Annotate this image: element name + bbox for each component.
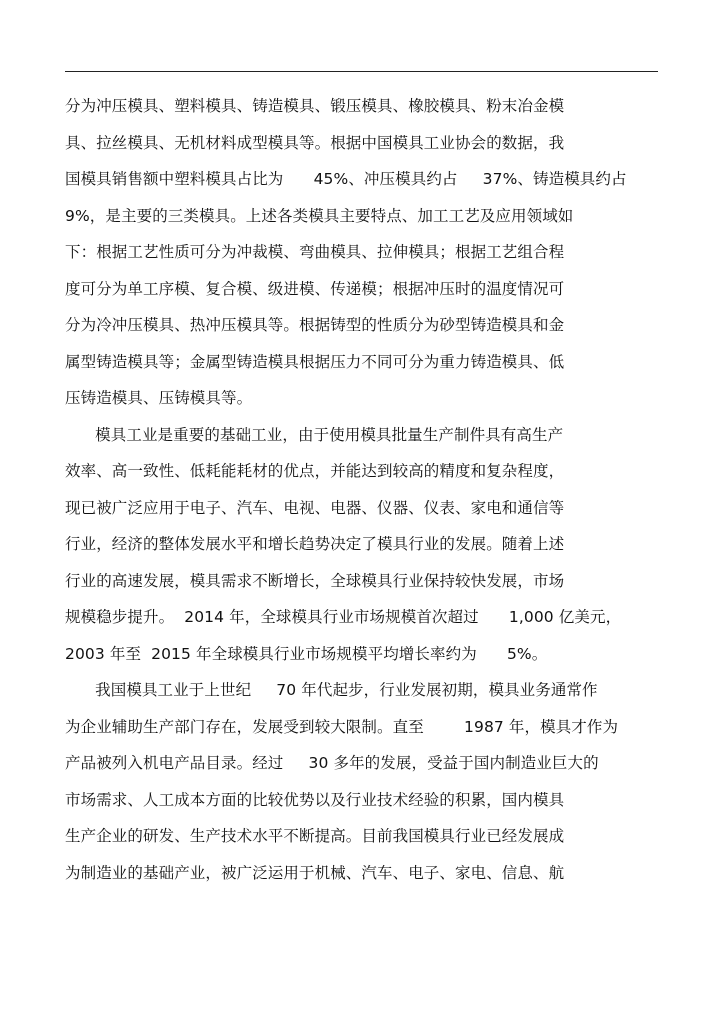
text-line: 具、拉丝模具、无机材料成型模具等。根据中国模具工业协会的数据，我 xyxy=(65,133,565,152)
text-line: 行业的高速发展，模具需求不断增长，全球模具行业保持较快发展，市场 xyxy=(65,571,565,590)
text-line: 为企业辅助生产部门存在，发展受到较大限制。直至 1987 年，模具才作为 xyxy=(65,717,619,736)
text-line: 下：根据工艺性质可分为冲裁模、弯曲模具、拉伸模具；根据工艺组合程 xyxy=(65,243,565,261)
text-line: 规模稳步提升。 2014 年，全球模具行业市场规模首次超过 1,000 亿美元， xyxy=(65,608,622,626)
text-line: 为制造业的基础产业，被广泛运用于机械、汽车、电子、家电、信息、航 xyxy=(65,863,565,882)
text-line: 国模具销售额中塑料模具占比为 45%、冲压模具约占 37%、铸造模具约占 xyxy=(65,170,627,188)
text-line: 模具工业是重要的基础工业，由于使用模具批量生产制件具有高生产 xyxy=(65,425,564,444)
text-line: 现已被广泛应用于电子、汽车、电视、电器、仪器、仪表、家电和通信等 xyxy=(65,498,565,517)
text-line: 属型铸造模具等；金属型铸造模具根据压力不同可分为重力铸造模具、低 xyxy=(65,352,565,371)
text-line: 生产企业的研发、生产技术水平不断提高。目前我国模具行业已经发展成 xyxy=(65,827,565,845)
text-line: 市场需求、人工成本方面的比较优势以及行业技术经验的积累，国内模具 xyxy=(65,790,565,809)
body-text xyxy=(65,88,665,891)
text-line: 我国模具工业于上世纪 70 年代起步，行业发展初期，模具业务通常作 xyxy=(65,681,598,699)
text-line: 行业，经济的整体发展水平和增长趋势决定了模具行业的发展。随着上述 xyxy=(65,535,565,553)
text-line: 分为冲压模具、塑料模具、铸造模具、锻压模具、橡胶模具、粉末冶金模 xyxy=(65,97,565,115)
text-line: 2003 年至 2015 年全球模具行业市场规模平均增长率约为 5%。 xyxy=(65,644,548,663)
text-line: 产品被列入机电产品目录。经过 30 多年的发展，受益于国内制造业巨大的 xyxy=(65,754,599,772)
text-line: 分为冷冲压模具、热冲压模具等。根据铸型的性质分为砂型铸造模具和金 xyxy=(65,316,565,334)
text-line: 效率、高一致性、低耗能耗材的优点，并能达到较高的精度和复杂程度， xyxy=(65,462,565,480)
text-line: 9%，是主要的三类模具。上述各类模具主要特点、加工工艺及应用领域如 xyxy=(65,206,574,225)
header-rule xyxy=(65,71,658,72)
text-line: 度可分为单工序模、复合模、级进模、传递模；根据冲压时的温度情况可 xyxy=(65,279,565,298)
text-line: 压铸造模具、压铸模具等。 xyxy=(65,389,253,407)
